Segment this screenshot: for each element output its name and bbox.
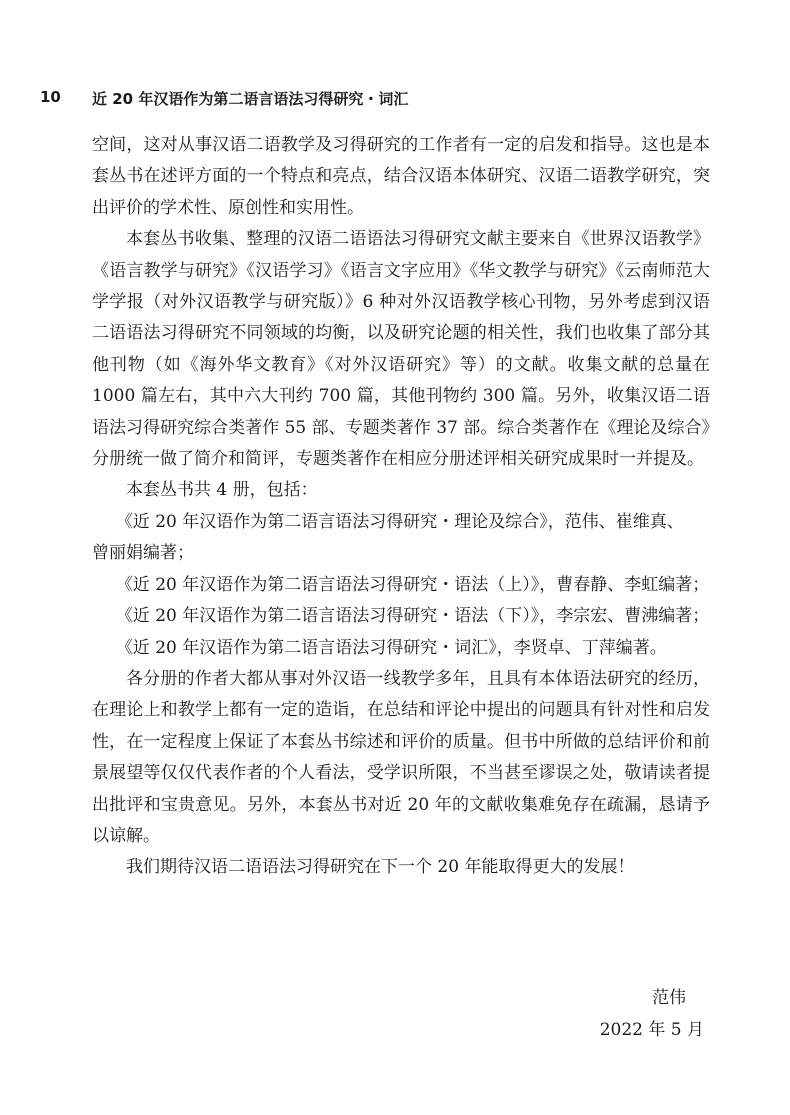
paragraph-authors: 各分册的作者大都从事对外汉语一线教学多年，且具有本体语法研究的经历，在理论上和教学上都有一定的造诣，在总结和评论中提出的问题具有针对性和启发性，在一定程度上保证了本套丛书综述和评价的质量。但书中所做的总结评价和前景展望等仅仅代表作者的个人看法，受学识所限，不当甚至谬误之处，敬请读者提出批评和宝贵意见。另外，本套丛书对近 20 年的文献收集难免存在疏漏，恳请予以谅解。 bbox=[92, 668, 710, 846]
signature-author: 范伟 bbox=[652, 988, 686, 1008]
body-text bbox=[92, 130, 710, 884]
running-head-title: 近 20 年汉语作为第二语言语法习得研究・词汇 bbox=[92, 90, 409, 108]
running-head bbox=[40, 88, 740, 112]
paragraph-continued: 空间，这对从事汉语二语教学及习得研究的工作者有一定的启发和指导。这也是本套丛书在述评方面的一个特点和亮点，结合汉语本体研究、汉语二语教学研究，突出评价的学术性、原创性和实用性。 bbox=[92, 135, 710, 218]
paragraph-closing: 我们期待汉语二语语法习得研究在下一个 20 年能取得更大的发展！ bbox=[126, 857, 635, 878]
book-list-item: 《近 20 年汉语作为第二语言语法习得研究・语法（下）》，李宗宏、曹沸编著； bbox=[115, 606, 710, 627]
signature-date: 2022 年 5 月 bbox=[599, 1020, 704, 1040]
book-list-item: 《近 20 年汉语作为第二语言语法习得研究・语法（上）》，曹春静、李虹编著； bbox=[115, 574, 710, 595]
page-number: 10 bbox=[40, 88, 61, 106]
paragraph-sources: 本套丛书收集、整理的汉语二语语法习得研究文献主要来自《世界汉语教学》《语言教学与研究》《汉语学习》《语言文字应用》《华文教学与研究》《云南师范大学学报（对外汉语教学与研究版）》6 种对外汉语教学核心刊物，另外考虑到汉语二语语法习得研究不同领域的均衡，以及研究论题的相关性，我们也收集了部分其他刊物（如《海外华文教育》《对外汉语研究》等）的文献。收集文献的总量在 1000 篇左右，其中六大刊约 700 篇，其他刊物约 300 篇。另外，收集汉语二语语法习得研究综合类著作 55 部、专题类著作 37 部。综合类著作在《理论及综合》分册统一做了简介和简评，专题类著作在相应分册述评相关研究成果时一并提及。 bbox=[92, 229, 710, 470]
book-list-item: 《近 20 年汉语作为第二语言语法习得研究・词汇》，李贤卓、丁萍编著。 bbox=[115, 637, 667, 658]
book-list-item-continued: 曾丽娟编著； bbox=[92, 543, 194, 564]
book-list-item: 《近 20 年汉语作为第二语言语法习得研究・理论及综合》，范伟、崔维真、 bbox=[115, 511, 684, 532]
paragraph-series-intro: 本套丛书共 4 册，包括： bbox=[126, 480, 318, 501]
